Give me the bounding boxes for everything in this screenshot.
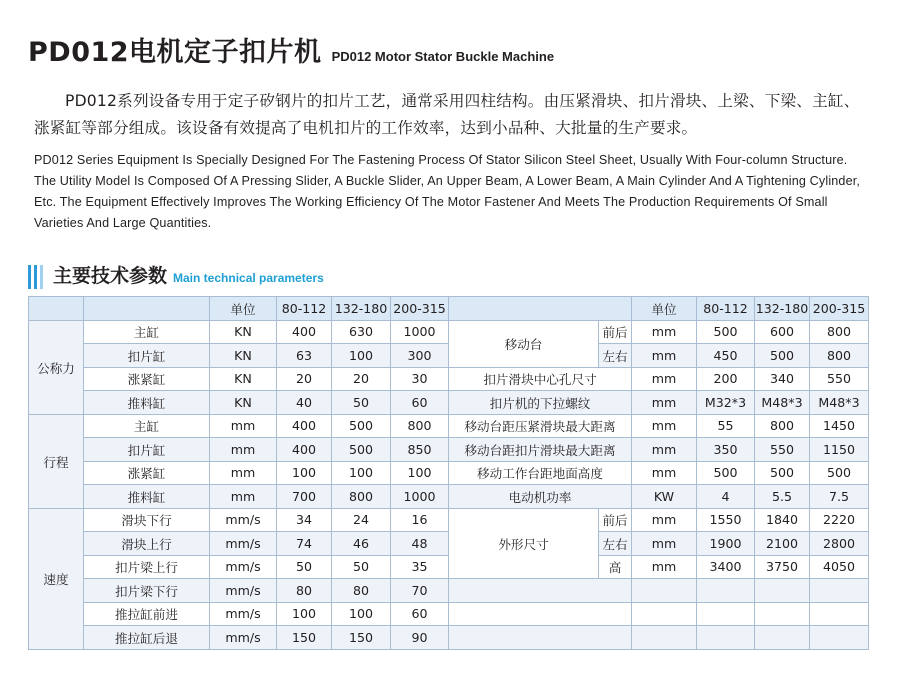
empty-cell (697, 626, 755, 650)
param-value: 500 (332, 438, 391, 462)
group-label: 速度 (29, 508, 84, 649)
param-value: 100 (332, 602, 391, 626)
param-name: 电动机功率 (449, 485, 632, 509)
param-unit: mm (632, 438, 697, 462)
param-unit: mm/s (210, 508, 277, 532)
param-value: 60 (391, 602, 449, 626)
header-cell (449, 297, 632, 321)
page-title (28, 30, 554, 69)
empty-cell (755, 626, 810, 650)
param-value: 340 (755, 367, 810, 391)
param-value: 55 (697, 414, 755, 438)
param-value: 50 (332, 391, 391, 415)
param-value: 1450 (810, 414, 869, 438)
param-value: 100 (277, 602, 332, 626)
empty-cell (632, 579, 697, 603)
param-name: 推拉缸后退 (84, 626, 210, 650)
param-value: 630 (332, 320, 391, 344)
param-value: 4 (697, 485, 755, 509)
param-sub: 左右 (599, 532, 632, 556)
param-value: 150 (332, 626, 391, 650)
param-name: 主缸 (84, 320, 210, 344)
header-unit: 单位 (632, 297, 697, 321)
empty-cell (810, 602, 869, 626)
param-name: 扣片滑块中心孔尺寸 (449, 367, 632, 391)
param-value: 3750 (755, 555, 810, 579)
param-sub: 高 (599, 555, 632, 579)
param-unit: KN (210, 344, 277, 368)
param-value: 1000 (391, 320, 449, 344)
param-value: 50 (332, 555, 391, 579)
header-model: 200-315 (810, 297, 869, 321)
section-heading (28, 259, 324, 289)
param-unit: mm (632, 320, 697, 344)
param-value: 400 (277, 320, 332, 344)
intro-chinese: PD012系列设备专用于定子矽钢片的扣片工艺，通常采用四柱结构。由压紧滑块、扣片滑块、上梁、下梁、主缸、涨紧缸等部分组成。该设备有效提高了电机扣片的工作效率，达到小品种、大批量的生产要求。 (34, 92, 860, 137)
param-unit: KN (210, 320, 277, 344)
title-english: PD012 Motor Stator Buckle Machine (331, 49, 555, 64)
empty-cell (810, 626, 869, 650)
param-unit: mm/s (210, 626, 277, 650)
param-value: 20 (332, 367, 391, 391)
param-value: 1000 (391, 485, 449, 509)
param-value: 150 (277, 626, 332, 650)
param-value: 5.5 (755, 485, 810, 509)
param-value: 1840 (755, 508, 810, 532)
empty-cell (697, 579, 755, 603)
param-value: 34 (277, 508, 332, 532)
param-value: 1900 (697, 532, 755, 556)
param-unit: mm/s (210, 532, 277, 556)
empty-cell (632, 626, 697, 650)
empty-cell (755, 579, 810, 603)
param-value: 500 (697, 461, 755, 485)
spec-table (28, 296, 869, 650)
param-value: 70 (391, 579, 449, 603)
section-bar (40, 265, 43, 289)
param-unit: mm (632, 508, 697, 532)
param-value: 1150 (810, 438, 869, 462)
param-unit: mm (210, 461, 277, 485)
param-unit: mm (632, 391, 697, 415)
param-value: 48 (391, 532, 449, 556)
param-value: 46 (332, 532, 391, 556)
param-value: M32*3 (697, 391, 755, 415)
param-name: 滑块下行 (84, 508, 210, 532)
group-label: 公称力 (29, 320, 84, 414)
param-name: 扣片机的下拉螺纹 (449, 391, 632, 415)
param-unit: KN (210, 391, 277, 415)
param-value: 30 (391, 367, 449, 391)
table-row (29, 626, 869, 650)
param-value: 100 (332, 461, 391, 485)
param-name: 移动台 (449, 320, 599, 367)
param-value: 350 (697, 438, 755, 462)
param-name: 移动工作台距地面高度 (449, 461, 632, 485)
param-unit: mm/s (210, 602, 277, 626)
intro-english: PD012 Series Equipment Is Specially Designed For The Fastening Process Of Stator Silicon Steel Sheet, Usually With Four-column Structure. The Utility Model Is Composed Of A Pressing Slider, A Buckle Slider, An Upper Beam, A Lower Beam, A Main Cylinder And A Tightening Cylinder, Etc. The Equipment Effectively Improves The Working Efficiency Of The Motor Fastener And Meets The Production Requirements Of Small Varieties And Large Quantities. (34, 153, 861, 230)
param-name: 移动台距扣片滑块最大距离 (449, 438, 632, 462)
empty-cell (810, 579, 869, 603)
table-row (29, 438, 869, 462)
param-name: 扣片梁上行 (84, 555, 210, 579)
param-unit: mm (632, 367, 697, 391)
table-row (29, 485, 869, 509)
empty-cell (697, 602, 755, 626)
section-bar (34, 265, 37, 289)
empty-cell (755, 602, 810, 626)
param-value: 800 (755, 414, 810, 438)
section-bar (28, 265, 31, 289)
empty-cell (632, 602, 697, 626)
param-name: 滑块上行 (84, 532, 210, 556)
header-model: 80-112 (277, 297, 332, 321)
param-name: 涨紧缸 (84, 461, 210, 485)
section-title-english: Main technical parameters (173, 271, 324, 285)
param-value: 2100 (755, 532, 810, 556)
param-value: 550 (810, 367, 869, 391)
table-row (29, 414, 869, 438)
param-unit: mm (632, 344, 697, 368)
table-row (29, 508, 869, 532)
param-value: 4050 (810, 555, 869, 579)
param-value: 60 (391, 391, 449, 415)
param-value: 800 (810, 320, 869, 344)
header-cell (84, 297, 210, 321)
param-name: 扣片缸 (84, 344, 210, 368)
param-value: 100 (332, 344, 391, 368)
param-unit: mm (210, 485, 277, 509)
table-row (29, 461, 869, 485)
param-value: 63 (277, 344, 332, 368)
param-value: 100 (277, 461, 332, 485)
param-sub: 左右 (599, 344, 632, 368)
title-chinese: PD012电机定子扣片机 (28, 37, 322, 68)
param-value: 90 (391, 626, 449, 650)
param-value: 7.5 (810, 485, 869, 509)
param-value: 500 (755, 461, 810, 485)
param-value: 600 (755, 320, 810, 344)
param-value: 74 (277, 532, 332, 556)
param-unit: mm (632, 532, 697, 556)
param-value: 50 (277, 555, 332, 579)
param-value: 2800 (810, 532, 869, 556)
table-row (29, 579, 869, 603)
param-value: M48*3 (810, 391, 869, 415)
param-value: 800 (810, 344, 869, 368)
param-unit: KN (210, 367, 277, 391)
param-value: 24 (332, 508, 391, 532)
param-unit: mm (632, 414, 697, 438)
group-label: 行程 (29, 414, 84, 508)
param-value: 400 (277, 414, 332, 438)
header-model: 200-315 (391, 297, 449, 321)
header-model: 80-112 (697, 297, 755, 321)
param-sub: 前后 (599, 320, 632, 344)
param-sub: 前后 (599, 508, 632, 532)
header-model: 132-180 (332, 297, 391, 321)
param-unit: mm/s (210, 579, 277, 603)
param-value: 20 (277, 367, 332, 391)
param-value: M48*3 (755, 391, 810, 415)
param-name: 推料缸 (84, 391, 210, 415)
param-name: 主缸 (84, 414, 210, 438)
param-value: 16 (391, 508, 449, 532)
param-name: 移动台距压紧滑块最大距离 (449, 414, 632, 438)
param-value: 800 (332, 485, 391, 509)
empty-cell (449, 579, 632, 603)
header-model: 132-180 (755, 297, 810, 321)
header-cell (29, 297, 84, 321)
header-unit: 单位 (210, 297, 277, 321)
param-value: 200 (697, 367, 755, 391)
section-title-chinese: 主要技术参数 (53, 265, 168, 287)
param-value: 2220 (810, 508, 869, 532)
param-unit: mm (210, 438, 277, 462)
param-unit: KW (632, 485, 697, 509)
table-row (29, 367, 869, 391)
param-value: 500 (810, 461, 869, 485)
param-name: 扣片缸 (84, 438, 210, 462)
param-value: 3400 (697, 555, 755, 579)
table-row (29, 602, 869, 626)
section-bars-icon (28, 263, 43, 289)
param-unit: mm (210, 414, 277, 438)
param-name: 外形尺寸 (449, 508, 599, 579)
param-unit: mm/s (210, 555, 277, 579)
table-header-row (29, 297, 869, 321)
empty-cell (449, 602, 632, 626)
param-value: 500 (332, 414, 391, 438)
param-unit: mm (632, 555, 697, 579)
param-value: 850 (391, 438, 449, 462)
param-value: 500 (755, 344, 810, 368)
param-value: 450 (697, 344, 755, 368)
empty-cell (449, 626, 632, 650)
param-value: 80 (277, 579, 332, 603)
param-value: 550 (755, 438, 810, 462)
param-value: 35 (391, 555, 449, 579)
param-value: 1550 (697, 508, 755, 532)
param-name: 涨紧缸 (84, 367, 210, 391)
param-unit: mm (632, 461, 697, 485)
param-value: 300 (391, 344, 449, 368)
param-value: 500 (697, 320, 755, 344)
param-name: 推拉缸前进 (84, 602, 210, 626)
table-row (29, 320, 869, 344)
param-name: 扣片梁下行 (84, 579, 210, 603)
param-value: 100 (391, 461, 449, 485)
param-value: 800 (391, 414, 449, 438)
param-value: 400 (277, 438, 332, 462)
param-value: 40 (277, 391, 332, 415)
table-row (29, 391, 869, 415)
param-value: 80 (332, 579, 391, 603)
param-name: 推料缸 (84, 485, 210, 509)
param-value: 700 (277, 485, 332, 509)
